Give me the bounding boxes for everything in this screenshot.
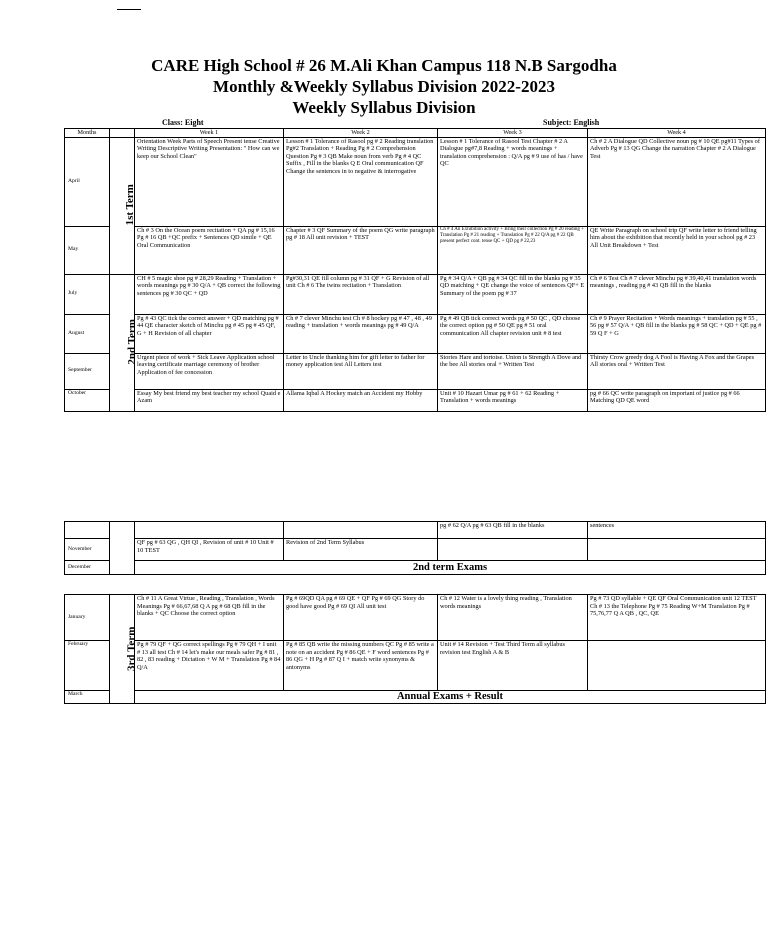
week-cell: Ch # 3 On the Ocean poem recitation + QA pg # 15,16 Pg # 16 QB +QC prefix + Sentences QD simile + QE Oral Communication: [135, 226, 284, 274]
table-row: [65, 137, 766, 226]
term-cell: [110, 137, 135, 274]
month-cell: January: [65, 595, 110, 641]
month-cell: April: [65, 137, 110, 226]
term-label: 1st Term: [123, 184, 136, 226]
week-cell: Pg # 79 QF + QG correct spellings Pg # 79 QH + I unit # 13 all test Ch # 14 let's make our meals safer Pg # 81 , 82 , 83 reading + Dictation + W M + Translation Pg # 84 Q/A: [135, 641, 284, 691]
week-cell: Ch # 9 Prayer Recitation + Words meanings + translation pg # 55 , 56 pg # 57 Q/A + QB fill in the blanks pg # 58 QC + QD + QE pg # 59 Q F + G: [588, 314, 766, 353]
subject-label: Subject: English: [543, 118, 600, 127]
week-cell: pg # 66 QC write paragraph on important of justice pg # 66 Matching QD QE word: [588, 389, 766, 411]
syllabus-table-third-term: [64, 594, 766, 704]
week-cell: Unit # 14 Revision + Test Third Term all syllabus revision test English A & B: [438, 641, 588, 691]
term-label: 2nd Term: [125, 319, 138, 365]
document-subtitle: Weekly Syllabus Division: [292, 98, 476, 117]
week-cell: Ch # 4 An Exhibition activity + Bring their collection Pg # 20 reading + Translation Pg # 21 reading + Translation Pg # 22 Q/A pg # 22 QB present perfect cont. tense QC + QD pg # 22,23: [438, 226, 588, 274]
week-cell: [588, 641, 766, 691]
week-cell: Unit # 10 Hazart Umar pg # 61 + 62 Reading + Translation + words meanings: [438, 389, 588, 411]
week-cell: pg # 62 Q/A pg # 63 QB fill in the blanks: [438, 522, 588, 539]
week-cell: Thirsty Crow greedy dog A Fool is Having A Fox and the Grapes All stories oral + Written Test: [588, 353, 766, 389]
table-row: [65, 691, 766, 704]
week-cell: Pg # 69QD QA pg # 69 QE + QF Pg # 69 QG Story do good have good Pg # 69 QI All unit test: [284, 595, 438, 641]
week-cell: Lesson # 1 Tolerance of Rasool pg # 2 Reading translation Pg#2 Translation + Reading Pg # 2 Comprehension Question Pg # 3 QB Make noun from verb Pg # 4 QC Suffix , Fill in the blanks Q E Oral communication QF Change the sentences in to negative & interrogative: [284, 137, 438, 226]
month-cell: September: [65, 353, 110, 389]
week-cell: Pg#30,31 QE fill column pg # 31 QF + G Revision of all unit Ch # 6 The twins recitation + Translation: [284, 274, 438, 314]
table-row: [65, 389, 766, 411]
term-cell: [110, 274, 138, 411]
week-cell: Pg # 34 Q/A + QB pg # 34 QC fill in the blanks pg # 35 QD matching + QE change the voice of sentences QF+ E Summary of the poem pg # 37: [438, 274, 588, 314]
week-cell: [135, 522, 284, 539]
week-cell: Chapter # 3 QF Summary of the poem QG write paragraph pg # 18 All unit revision + TEST: [284, 226, 438, 274]
week-cell: Revision of 2nd Term Syllabus: [284, 539, 438, 561]
week-cell: Ch # 2 A Dialogue QD Collective noun pg # 10 QE pg#11 Types of Adverb Pg # 13 QG Change the narration Chapter # 2 A Dialogue Test: [588, 137, 766, 226]
class-label: Class: Eight: [162, 118, 204, 127]
document-title: Monthly &Weekly Syllabus Division 2022-2023: [213, 77, 555, 96]
table-row: [65, 595, 766, 641]
week-cell: [438, 539, 588, 561]
table-header-row: [65, 129, 766, 138]
week-cell: sentences: [588, 522, 766, 539]
school-title: CARE High School # 26 M.Ali Khan Campus 118 N.B Sargodha: [151, 56, 617, 75]
week-cell: QE Write Paragraph on school trip QF write letter to friend telling him about the exhibition that recently held in your school pg # 23 All Unit Breakdown + Test: [588, 226, 766, 274]
month-cell: December: [65, 561, 110, 575]
month-cell: February: [65, 641, 110, 691]
week-cell: Pg # 73 QD syllable + QE QF Oral Communication unit 12 TEST Ch # 13 the Telephone Pg # 75 Reading W+M Translation Pg # 75,76,77 Q A QB , QC, QE: [588, 595, 766, 641]
col-header-week1: Week 1: [135, 129, 284, 138]
table-row: [65, 561, 766, 575]
month-cell: October: [65, 389, 110, 411]
term-cell: [110, 522, 135, 575]
week-cell: [284, 522, 438, 539]
table-row: [65, 314, 766, 353]
week-cell: QF pg # 63 QG , QH QI , Revision of unit # 10 Unit # 10 TEST: [135, 539, 284, 561]
col-header-week3: Week 3: [438, 129, 588, 138]
week-cell: Lesson # 1 Tolerance of Rasool Test Chapter # 2 A Dialogue pg#7,8 Reading + words meanings + translation comprehension : Q/A pg # 9 use of has / have QC: [438, 137, 588, 226]
top-rule: [117, 9, 141, 10]
week-cell: Ch # 11 A Great Virtue , Reading , Translation , Words Meanings Pg # 66,67,68 Q A pg # 68 QB fill in the blanks + QC Choose the correct option: [135, 595, 284, 641]
table-row: [65, 539, 766, 561]
term-cell: [110, 595, 138, 704]
month-cell: March: [65, 691, 110, 704]
month-cell: August: [65, 314, 110, 353]
col-header-blank: [110, 129, 135, 138]
week-cell: Essay My best friend my best teacher my school Quaid e Azam: [135, 389, 284, 411]
exam-banner: Annual Exams + Result: [135, 691, 766, 704]
table-row: [65, 522, 766, 539]
col-header-week4: Week 4: [588, 129, 766, 138]
col-header-week2: Week 2: [284, 129, 438, 138]
week-cell: Allama Iqbal A Hockey match an Accident my Hobby: [284, 389, 438, 411]
table-row: [65, 226, 766, 274]
week-cell: CH # 5 magic shoe pg # 28,29 Reading + Translation + words meanings pg # 30 Q/A + QB correct the following sentences pg # 30 QC + QD: [135, 274, 284, 314]
week-cell: Ch # 7 clever Minchu test Ch # 8 hockey pg # 47 , 48 , 49 reading + translation + words meanings pg # 49 Q/A: [284, 314, 438, 353]
week-cell: Pg # 49 QB tick correct words pg # 50 QC , QD choose the correct option pg # 50 QE pg # 51 oral communication All chapter revision unit # 8 test: [438, 314, 588, 353]
term-label: 3rd Term: [125, 626, 138, 671]
month-cell: November: [65, 539, 110, 561]
syllabus-table-continuation: [64, 521, 766, 575]
week-cell: [588, 539, 766, 561]
week-cell: Letter to Uncle thanking him for gift letter to father for money application test All Letters test: [284, 353, 438, 389]
table-row: [65, 353, 766, 389]
week-cell: Stories Hare and tortoise. Union is Strength A Dove and the bee All stories oral + Written Test: [438, 353, 588, 389]
week-cell: Pg # 85 QB write the missing numbers QC Pg # 85 write a note on an accident Pg # 86 QE + F word sentences Pg # 86 QG + H Pg # 87 Q I + match write synonyms & antonyms: [284, 641, 438, 691]
week-cell: Ch # 6 Test Ch # 7 clever Minchu pg # 39,40,41 translation words meanings , reading pg # 43 QB fill in the blanks: [588, 274, 766, 314]
exam-banner: 2nd term Exams: [135, 561, 766, 575]
table-row: [65, 641, 766, 691]
week-cell: Orientation Week Parts of Speech Present tense Creative Writing Descriptive Writing Presentation: " How can we keep our School Clean": [135, 137, 284, 226]
table-row: [65, 274, 766, 314]
week-cell: Ch # 12 Water is a lovely thing reading , Translation words meanings: [438, 595, 588, 641]
week-cell: Pg # 43 QC tick the correct answer + QD matching pg # 44 QE character sketch of Minchu pg # 45 pg # 45 QF, G + H Revision of all chapter: [135, 314, 284, 353]
month-cell: May: [65, 226, 110, 274]
month-cell: [65, 522, 110, 539]
syllabus-table-first-page: [64, 128, 766, 412]
week-cell: Urgent piece of work + Sick Leave Application school leaving certificate marriage ceremony of brother Application of fee concession: [135, 353, 284, 389]
month-cell: July: [65, 274, 110, 314]
col-header-months: Months: [65, 129, 110, 138]
